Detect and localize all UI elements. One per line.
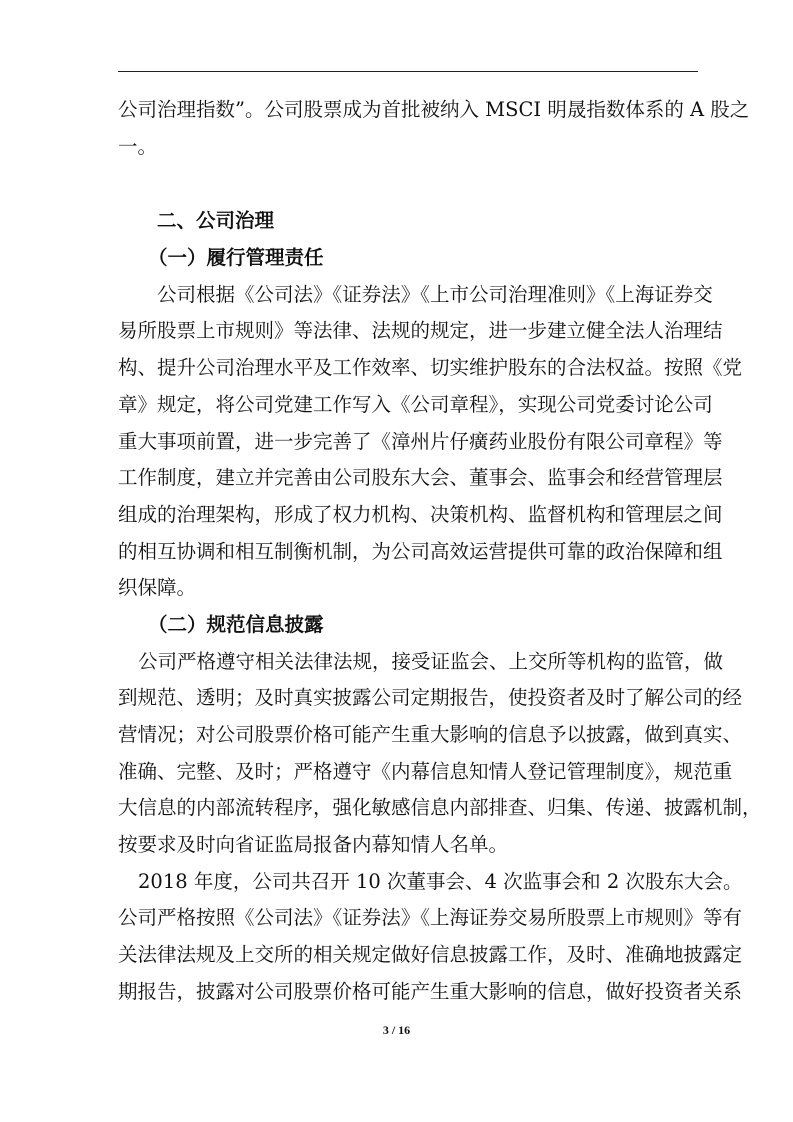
paragraph-line: 公司严格遵守相关法律法规，接受证监会、上交所等机构的监管，做 xyxy=(138,649,724,673)
header-rule xyxy=(118,71,698,72)
paragraph-line: 章》规定，将公司党建工作写入《公司章程》，实现公司党委讨论公司 xyxy=(118,392,713,416)
paragraph-line: 织保障。 xyxy=(118,576,197,600)
intro-line: 一。 xyxy=(118,134,158,158)
paragraph-line: 重大事项前置，进一步完善了《漳州片仔癀药业股份有限公司章程》等 xyxy=(118,429,723,453)
paragraph-line: 关法律法规及上交所的相关规定做好信息披露工作，及时、准确地披露定 xyxy=(118,943,743,967)
paragraph-line: 2018 年度，公司共召开 10 次董事会、4 次监事会和 2 次股东大会。 xyxy=(138,869,743,893)
governance-paragraph xyxy=(118,277,743,607)
spacer xyxy=(118,165,698,203)
subsection-heading: （一）履行管理责任 xyxy=(148,246,324,270)
paragraph-line: 公司严格按照《公司法》《证券法》《上海证券交易所股票上市规则》等有 xyxy=(118,906,743,930)
paragraph-line: 按要求及时向省证监局报备内幕知情人名单。 xyxy=(118,833,509,857)
paragraph-line: 准确、完整、及时；严格遵守《内幕信息知情人登记管理制度》，规范重 xyxy=(118,759,733,783)
paragraph-line: 大信息的内部流转程序，强化敏感信息内部排查、归集、传递、披露机制， xyxy=(118,796,762,820)
disclosure-paragraph xyxy=(118,644,762,864)
paragraph-line: 到规范、透明；及时真实披露公司定期报告，使投资者及时了解公司的经 xyxy=(118,686,743,710)
paragraph-line: 组成的治理架构，形成了权力机构、决策机构、监督机构和管理层之间 xyxy=(118,502,723,526)
subsection-heading: （二）规范信息披露 xyxy=(148,612,324,636)
paragraph-line: 期报告，披露对公司股票价格可能产生重大影响的信息，做好投资者关系 xyxy=(118,979,743,1003)
paragraph-line: 营情况；对公司股票价格可能产生重大影响的信息予以披露，做到真实、 xyxy=(118,723,743,746)
paragraph-line: 易所股票上市规则》等法律、法规的规定，进一步建立健全法人治理结 xyxy=(118,319,723,343)
meetings-paragraph xyxy=(118,864,743,1011)
paragraph-line: 构、提升公司治理水平及工作效率、切实维护股东的合法权益。按照《党 xyxy=(118,356,743,380)
paragraph-line: 的相互协调和相互制衡机制，为公司高效运营提供可靠的政治保障和组 xyxy=(118,539,723,563)
intro-paragraph xyxy=(118,92,750,165)
paragraph-line: 公司根据《公司法》《证券法》《上市公司治理准则》《上海证券交 xyxy=(157,282,713,306)
intro-line: 公司治理指数”。公司股票成为首批被纳入 MSCI 明晟指数体系的 A 股之 xyxy=(118,98,750,121)
page-content xyxy=(118,92,762,1011)
section-heading: 二、公司治理 xyxy=(157,209,275,233)
paragraph-line: 工作制度，建立并完善由公司股东大会、董事会、监事会和经营管理层 xyxy=(118,466,723,490)
page-number: 3 / 16 xyxy=(382,1023,411,1037)
